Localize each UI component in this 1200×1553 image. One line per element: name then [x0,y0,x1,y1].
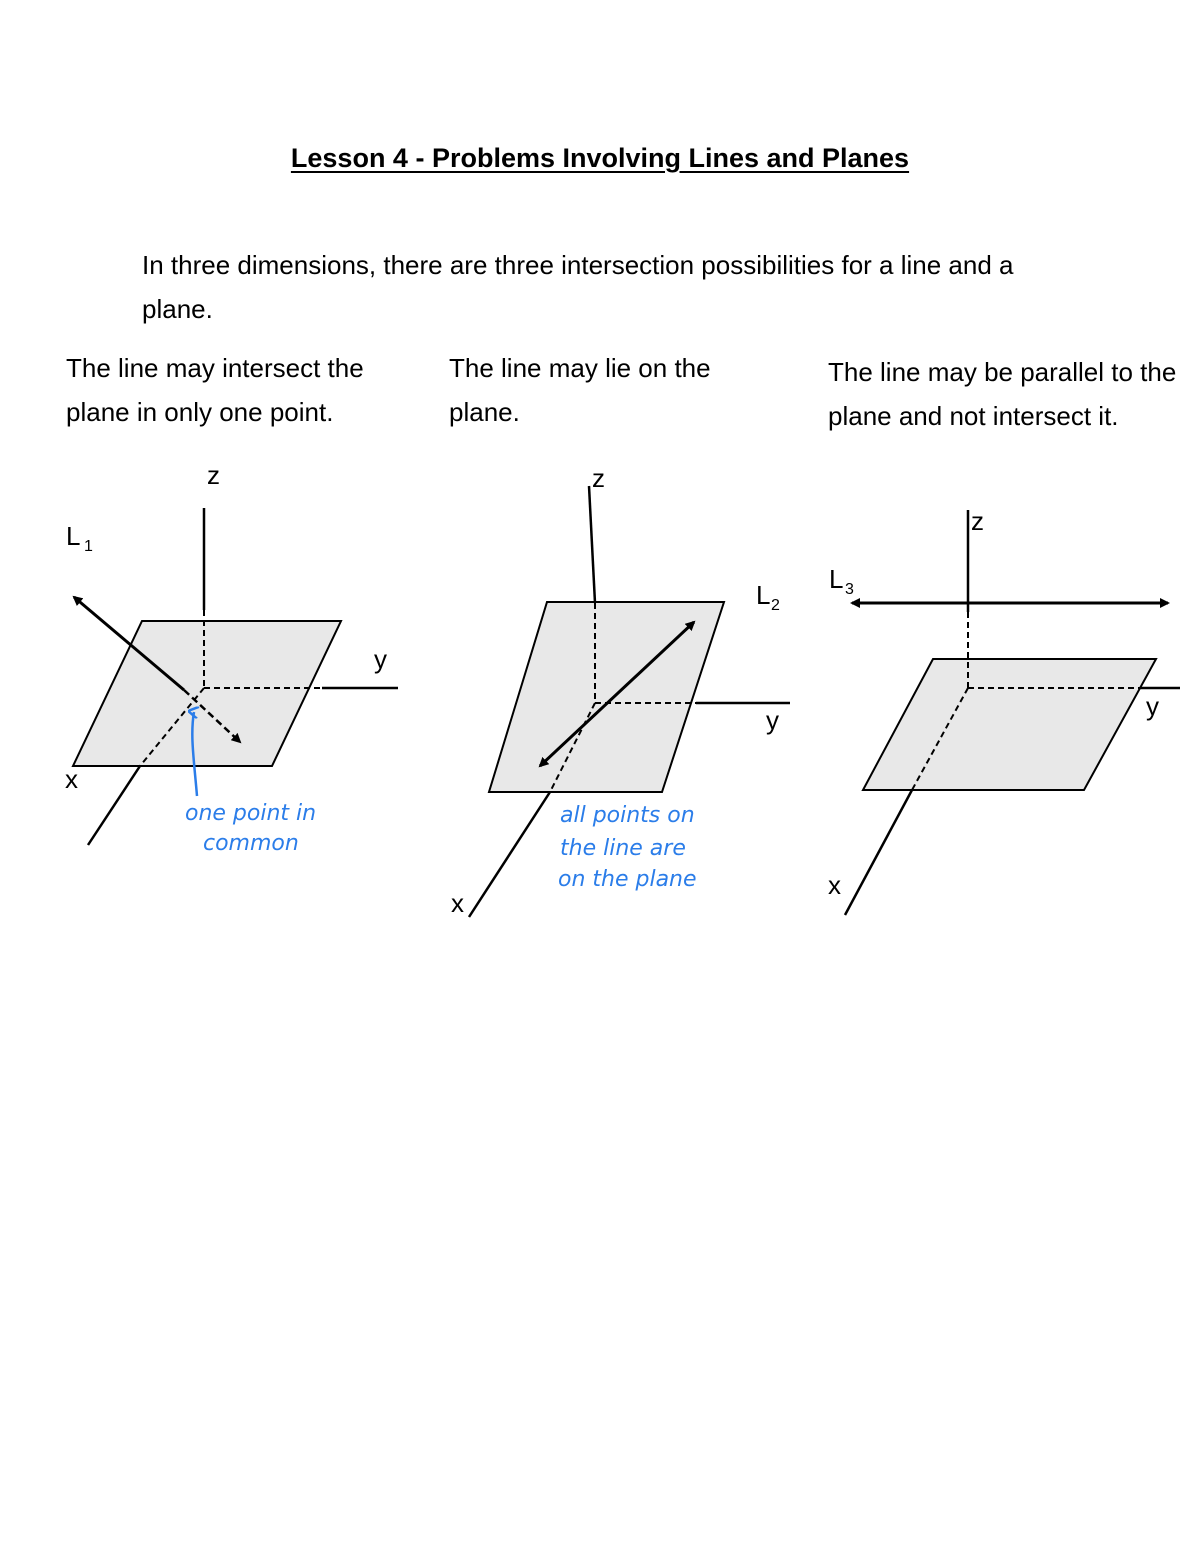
plane-2 [489,602,724,792]
axis-y-label-1: y [374,644,387,674]
x-axis-2 [469,792,550,917]
x-axis-3 [845,790,912,915]
annotation-2-line1: all points on [560,803,695,828]
axis-x-label-2: x [451,888,464,918]
annotation-2-line2: the line are [560,836,686,861]
line-label-l1: L [66,521,81,551]
annotation-1-line1: one point in [185,801,317,826]
line-label-l2-sub: 2 [771,597,780,614]
axis-z-label-1: z [207,460,220,490]
annotation-1-line2: common [203,831,299,856]
intro-paragraph: In three dimensions, there are three intersection possibilities for a line and a plane. [142,250,1014,324]
line-label-l2: L [756,580,771,610]
diagram-line-parallel [828,506,1180,915]
axis-y-label-2: y [766,705,779,735]
plane-1 [73,621,341,766]
line-label-l3-sub: 3 [845,581,854,598]
case-2-description: The line may lie on the plane. [449,353,711,427]
axis-z-label-3: z [971,506,984,536]
case-3-description: The line may be parallel to the plane and not intersect it. [828,357,1177,431]
diagram-line-on-plane [451,463,790,918]
x-axis-1 [88,766,140,845]
page-title: Lesson 4 - Problems Involving Lines and Planes [290,143,910,173]
line-label-l1-sub: 1 [84,538,93,555]
diagram-intersect-one-point [65,460,398,856]
axis-x-label-1: x [65,764,78,794]
plane-3 [863,659,1156,790]
line-label-l3: L [829,564,844,594]
axis-y-label-3: y [1146,691,1159,721]
z-axis-2 [589,486,595,603]
annotation-2-line3: on the plane [558,867,697,892]
axis-z-label-2: z [592,463,605,493]
axis-x-label-3: x [828,870,841,900]
case-1-description: The line may intersect the plane in only one point. [66,353,364,427]
